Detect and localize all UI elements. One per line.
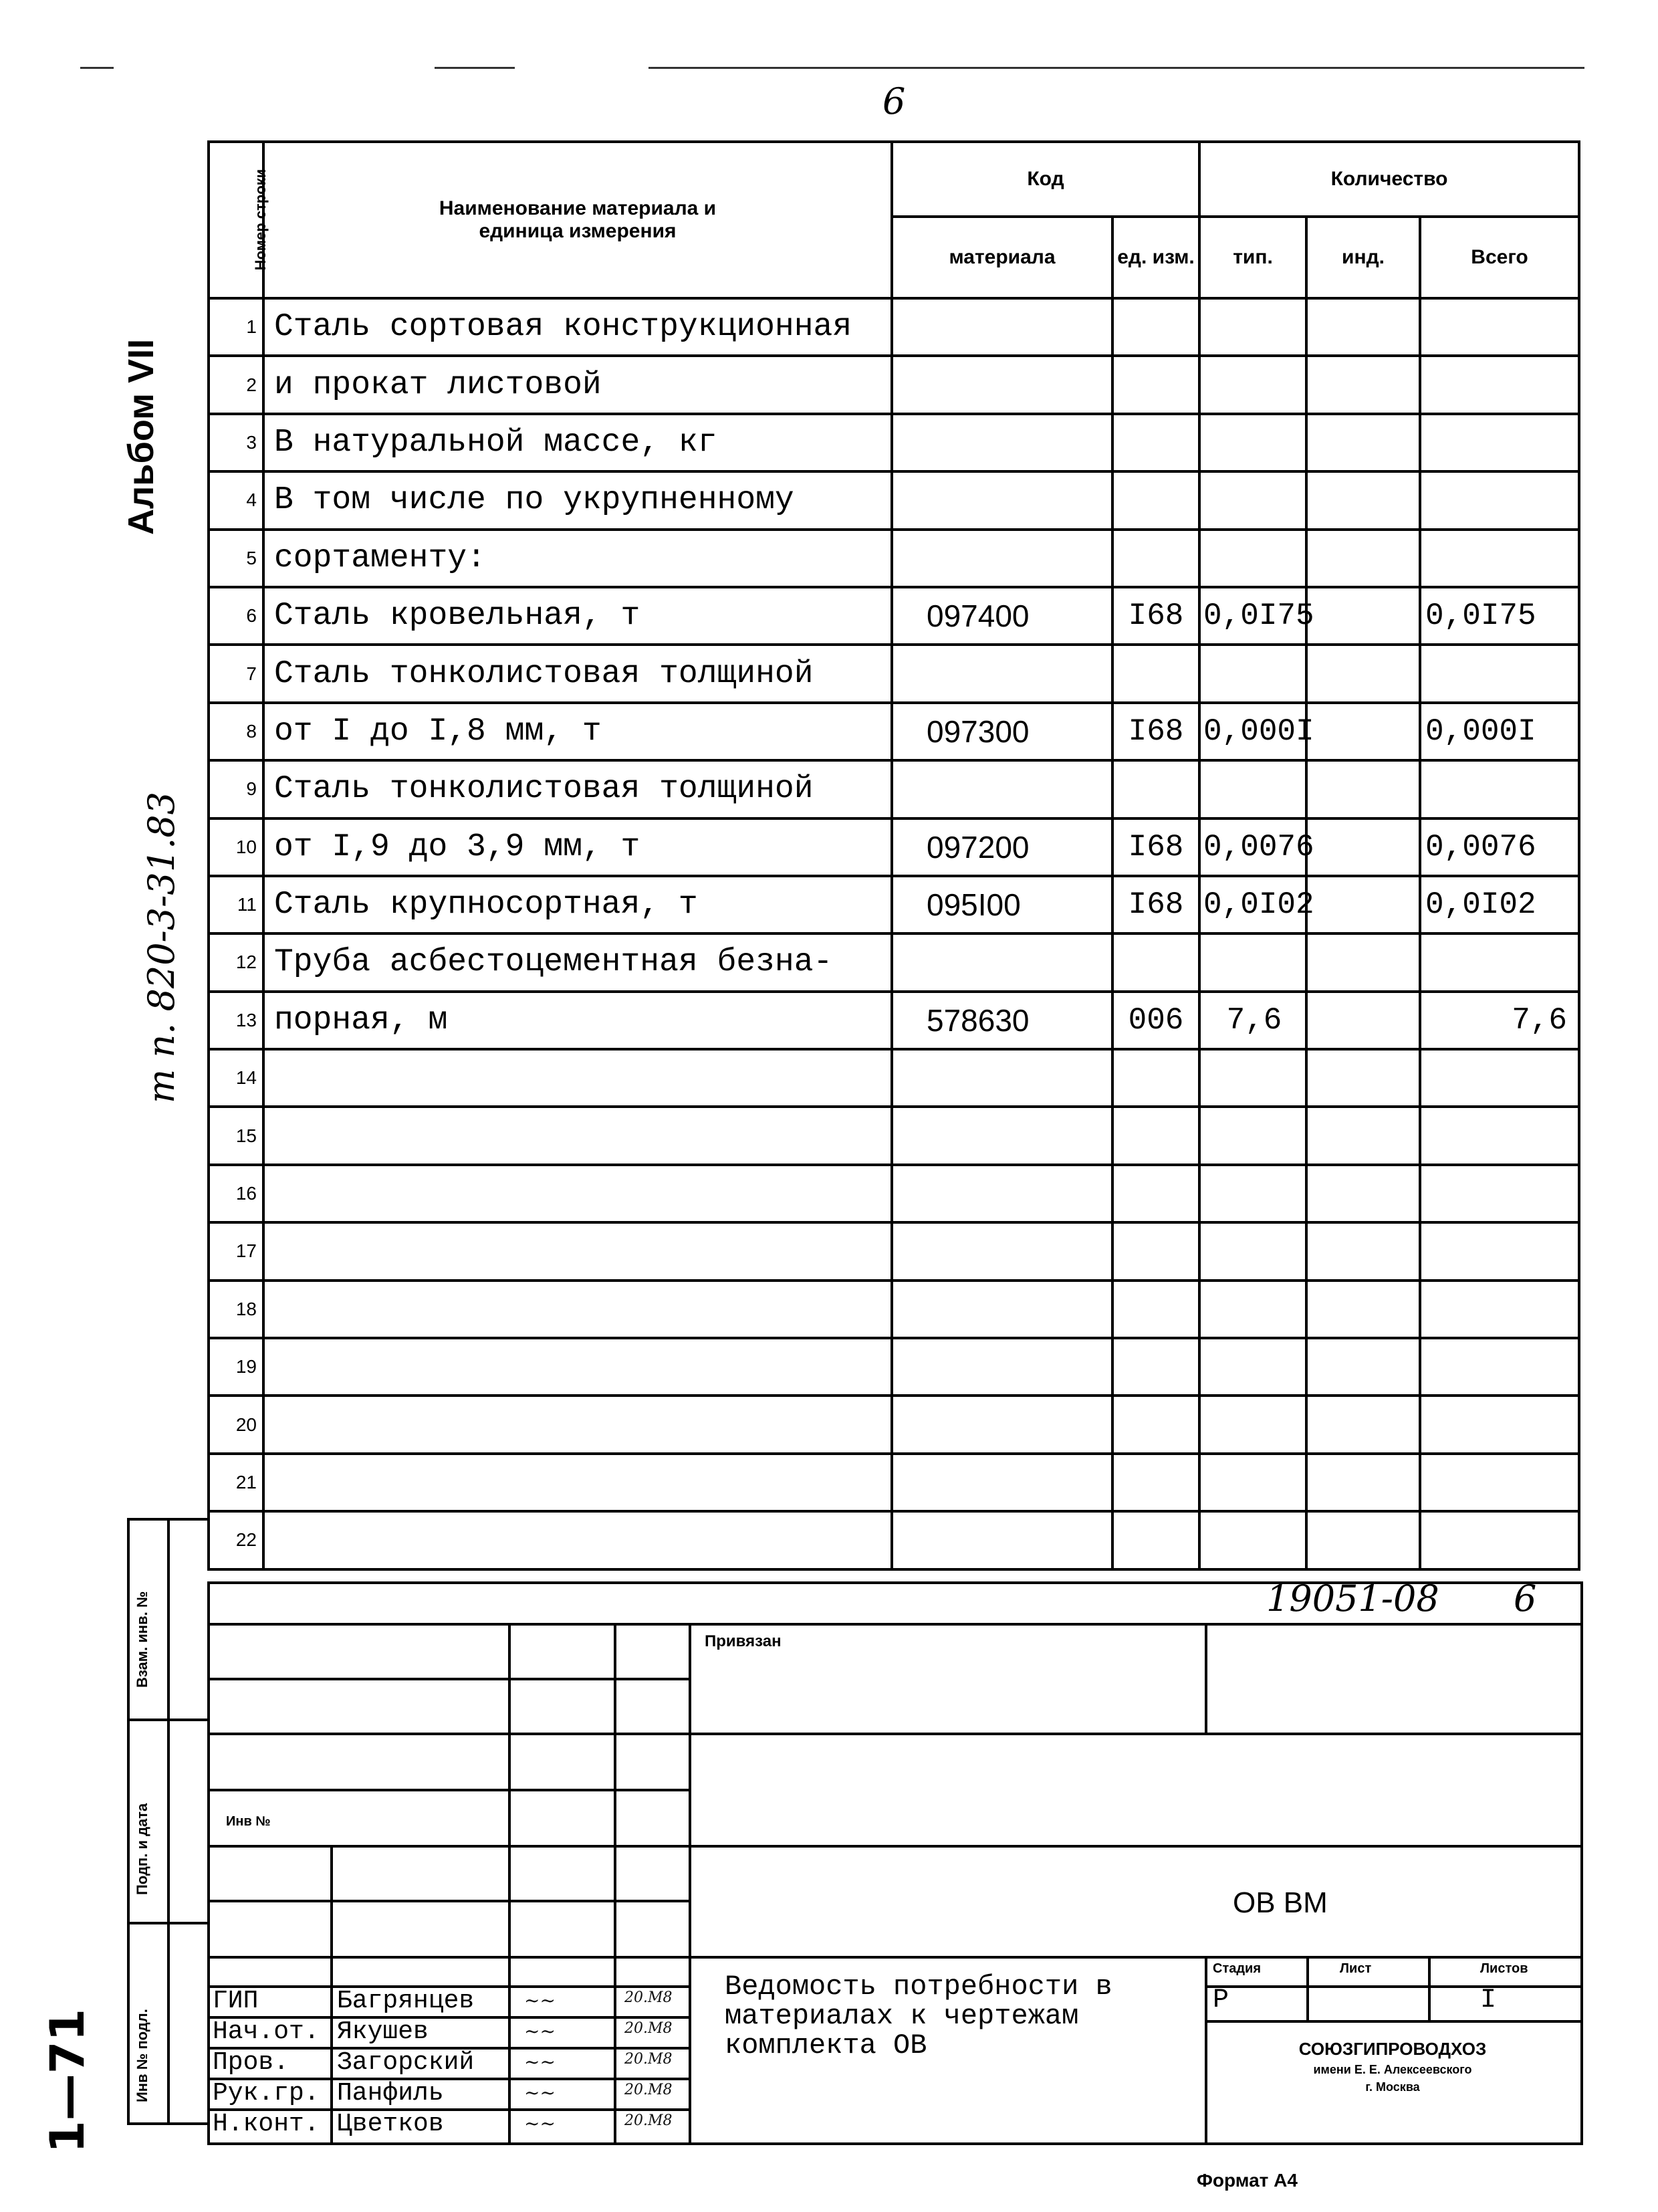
unit-code	[1112, 1454, 1199, 1511]
qty-total	[1420, 1338, 1579, 1396]
table-row	[209, 1281, 1579, 1338]
material-code: 578630	[892, 992, 1112, 1049]
qty-typ	[1199, 1396, 1306, 1453]
row-number: 16	[209, 1165, 263, 1222]
unit-code	[1112, 933, 1199, 991]
unit-code	[1112, 1107, 1199, 1164]
qty-ind	[1306, 471, 1420, 529]
material-name: Сталь тонколистовая толщиной	[263, 760, 892, 818]
page-number: 6	[882, 80, 906, 122]
unit-code	[1112, 645, 1199, 702]
row-number: 6	[209, 587, 263, 645]
qty-total	[1420, 530, 1579, 587]
table-row	[209, 1338, 1579, 1396]
doc-code: 19051-08	[1266, 1577, 1439, 1620]
material-code	[892, 933, 1112, 991]
title-block	[207, 1577, 1583, 2145]
qty-total	[1420, 1049, 1579, 1107]
header-code-unit: ед. изм.	[1112, 217, 1199, 298]
sheets-label: Листов	[1480, 1961, 1528, 1976]
material-name	[263, 1281, 892, 1338]
qty-total	[1420, 645, 1579, 702]
qty-total	[1420, 1511, 1579, 1569]
row-number: 22	[209, 1511, 263, 1569]
qty-ind	[1306, 1049, 1420, 1107]
qty-typ: 0,000I	[1199, 703, 1306, 760]
row-number: 8	[209, 703, 263, 760]
table-row	[209, 1396, 1579, 1453]
unit-code	[1112, 298, 1199, 356]
qty-total	[1420, 1165, 1579, 1222]
qty-ind	[1306, 1454, 1420, 1511]
qty-typ	[1199, 471, 1306, 529]
signature-mark: ~~	[524, 2020, 556, 2042]
table-row	[209, 1165, 1579, 1222]
unit-code	[1112, 760, 1199, 818]
table-row	[209, 587, 1579, 645]
signature-name: Загорский	[337, 2048, 475, 2077]
qty-ind	[1306, 414, 1420, 471]
material-code: 097400	[892, 587, 1112, 645]
row-number: 13	[209, 992, 263, 1049]
unit-code	[1112, 1049, 1199, 1107]
unit-code	[1112, 414, 1199, 471]
material-code	[892, 760, 1112, 818]
sheet-number: 6	[1514, 1577, 1537, 1620]
qty-total	[1420, 760, 1579, 818]
qty-ind	[1306, 298, 1420, 356]
material-name: Труба асбестоцементная безна-	[263, 933, 892, 991]
top-rule-2	[435, 67, 515, 69]
qty-total: 0,0076	[1420, 818, 1579, 876]
signature-role: Пров.	[213, 2048, 289, 2077]
unit-code	[1112, 530, 1199, 587]
signature-date: 20.М8	[624, 2020, 673, 2037]
material-code	[892, 1396, 1112, 1453]
qty-ind	[1306, 1222, 1420, 1280]
material-name: В том числе по укрупненному	[263, 471, 892, 529]
row-number: 9	[209, 760, 263, 818]
row-number: 3	[209, 414, 263, 471]
signature-mark: ~~	[524, 2082, 556, 2104]
qty-total	[1420, 1107, 1579, 1164]
org-name: СОЮЗГИПРОВОДХОЗ	[1298, 2039, 1487, 2059]
qty-typ	[1199, 933, 1306, 991]
material-name: от I,9 до 3,9 мм, т	[263, 818, 892, 876]
material-name	[263, 1396, 892, 1453]
margin-mark: 1—71	[40, 2008, 95, 2153]
row-number: 21	[209, 1454, 263, 1511]
material-code	[892, 645, 1112, 702]
material-code	[892, 414, 1112, 471]
qty-typ	[1199, 1454, 1306, 1511]
signature-name: Панфиль	[337, 2079, 444, 2108]
material-name	[263, 1165, 892, 1222]
qty-ind	[1306, 1107, 1420, 1164]
signature-date: 20.М8	[624, 2112, 673, 2129]
header-qty-typ: тип.	[1199, 217, 1306, 298]
qty-typ	[1199, 1281, 1306, 1338]
row-number: 7	[209, 645, 263, 702]
material-code	[892, 1511, 1112, 1569]
qty-typ: 0,0I02	[1199, 876, 1306, 933]
material-name: от I до I,8 мм, т	[263, 703, 892, 760]
qty-ind	[1306, 1511, 1420, 1569]
qty-ind	[1306, 818, 1420, 876]
qty-typ	[1199, 1222, 1306, 1280]
qty-total	[1420, 414, 1579, 471]
table-row	[209, 530, 1579, 587]
material-name	[263, 1222, 892, 1280]
side-stamp	[127, 1518, 210, 2125]
material-code	[892, 471, 1112, 529]
table-row	[209, 1454, 1579, 1511]
material-name: В натуральной массе, кг	[263, 414, 892, 471]
signature-name: Цветков	[337, 2110, 444, 2138]
material-code	[892, 530, 1112, 587]
unit-code	[1112, 1338, 1199, 1396]
row-number: 2	[209, 356, 263, 413]
material-code	[892, 1222, 1112, 1280]
header-row-number: Номер строки	[209, 142, 263, 298]
table-row	[209, 298, 1579, 356]
sheets-value: I	[1480, 1985, 1497, 2015]
qty-ind	[1306, 587, 1420, 645]
material-code	[892, 1107, 1112, 1164]
material-code	[892, 1338, 1112, 1396]
table-row	[209, 876, 1579, 933]
side-vzam: Взам. инв. №	[134, 1591, 150, 1688]
qty-total: 0,000I	[1420, 703, 1579, 760]
signature-role: ГИП	[213, 1987, 259, 2015]
material-code: 095I00	[892, 876, 1112, 933]
row-number: 10	[209, 818, 263, 876]
material-name: и прокат листовой	[263, 356, 892, 413]
header-code-material: материала	[892, 217, 1112, 298]
row-number: 18	[209, 1281, 263, 1338]
table-row	[209, 645, 1579, 702]
qty-total	[1420, 471, 1579, 529]
qty-typ: 0,0I75	[1199, 587, 1306, 645]
qty-ind	[1306, 645, 1420, 702]
unit-code: I68	[1112, 818, 1199, 876]
top-rule-3	[648, 67, 1584, 69]
album-label: Альбом VII	[121, 338, 161, 535]
qty-typ	[1199, 1511, 1306, 1569]
set-code: ОВ ВМ	[1233, 1886, 1328, 1919]
format-label: Формат А4	[1197, 2170, 1298, 2191]
row-number: 17	[209, 1222, 263, 1280]
qty-ind	[1306, 703, 1420, 760]
material-name: сортаменту:	[263, 530, 892, 587]
unit-code	[1112, 1396, 1199, 1453]
side-podp: Подп. и дата	[134, 1803, 150, 1895]
table-row	[209, 1107, 1579, 1164]
signature-name: Багрянцев	[337, 1987, 475, 2015]
top-rule-1	[80, 67, 114, 69]
material-name	[263, 1107, 892, 1164]
unit-code	[1112, 471, 1199, 529]
row-number: 14	[209, 1049, 263, 1107]
qty-typ	[1199, 645, 1306, 702]
material-name	[263, 1511, 892, 1569]
signature-role: Н.конт.	[213, 2110, 320, 2138]
materials-table	[207, 140, 1580, 1571]
row-number: 20	[209, 1396, 263, 1453]
org-line-3: г. Москва	[1365, 2080, 1420, 2094]
qty-ind	[1306, 992, 1420, 1049]
unit-code: I68	[1112, 587, 1199, 645]
qty-ind	[1306, 933, 1420, 991]
tp-label: т п. 820-3-31.83	[140, 792, 183, 1103]
material-code	[892, 1281, 1112, 1338]
qty-total: 0,0I02	[1420, 876, 1579, 933]
signature-date: 20.М8	[624, 2082, 673, 2098]
qty-typ	[1199, 298, 1306, 356]
unit-code: 006	[1112, 992, 1199, 1049]
sheet-label: Лист	[1340, 1961, 1372, 1976]
material-code	[892, 1049, 1112, 1107]
signature-name: Якушев	[337, 2017, 429, 2046]
qty-typ	[1199, 356, 1306, 413]
material-code	[892, 298, 1112, 356]
unit-code: I68	[1112, 876, 1199, 933]
material-code	[892, 356, 1112, 413]
signature-mark: ~~	[524, 2051, 556, 2073]
unit-code	[1112, 1165, 1199, 1222]
material-name: Сталь тонколистовая толщиной	[263, 645, 892, 702]
qty-typ	[1199, 1049, 1306, 1107]
table-row	[209, 760, 1579, 818]
material-name	[263, 1454, 892, 1511]
table-row	[209, 703, 1579, 760]
row-number: 1	[209, 298, 263, 356]
qty-total: 7,6	[1420, 992, 1579, 1049]
qty-total	[1420, 298, 1579, 356]
qty-total	[1420, 933, 1579, 991]
stage-value: Р	[1213, 1985, 1229, 2015]
side-inv: Инв № подл.	[134, 2009, 150, 2102]
qty-ind	[1306, 1281, 1420, 1338]
qty-ind	[1306, 1338, 1420, 1396]
stage-label: Стадия	[1213, 1961, 1262, 1976]
qty-ind	[1306, 876, 1420, 933]
material-code	[892, 1165, 1112, 1222]
signature-date: 20.М8	[624, 1989, 673, 2006]
qty-total	[1420, 1396, 1579, 1453]
qty-ind	[1306, 760, 1420, 818]
qty-typ	[1199, 1165, 1306, 1222]
unit-code	[1112, 1281, 1199, 1338]
unit-code: I68	[1112, 703, 1199, 760]
table-row	[209, 992, 1579, 1049]
signature-role: Рук.гр.	[213, 2079, 320, 2108]
row-number: 11	[209, 876, 263, 933]
table-row	[209, 471, 1579, 529]
signature-mark: ~~	[524, 2112, 556, 2134]
qty-typ	[1199, 414, 1306, 471]
unit-code	[1112, 356, 1199, 413]
unit-code	[1112, 1511, 1199, 1569]
qty-total	[1420, 1281, 1579, 1338]
material-name: Сталь крупносортная, т	[263, 876, 892, 933]
qty-typ	[1199, 1338, 1306, 1396]
table-row	[209, 818, 1579, 876]
header-qty-total: Всего	[1420, 217, 1579, 298]
material-name: Сталь сортовая конструкционная	[263, 298, 892, 356]
signature-date: 20.М8	[624, 2051, 673, 2068]
material-name: порная, м	[263, 992, 892, 1049]
table-row	[209, 1049, 1579, 1107]
privyazan-label: Привязан	[705, 1632, 782, 1650]
qty-typ: 0,0076	[1199, 818, 1306, 876]
qty-typ: 7,6	[1199, 992, 1306, 1049]
row-number: 19	[209, 1338, 263, 1396]
table-row	[209, 1222, 1579, 1280]
material-name	[263, 1338, 892, 1396]
table-row	[209, 1511, 1579, 1569]
material-code	[892, 1454, 1112, 1511]
table-row	[209, 356, 1579, 413]
header-code: Код	[892, 142, 1199, 217]
qty-total	[1420, 356, 1579, 413]
material-name: Сталь кровельная, т	[263, 587, 892, 645]
qty-ind	[1306, 1396, 1420, 1453]
qty-ind	[1306, 530, 1420, 587]
qty-total	[1420, 1454, 1579, 1511]
table-row	[209, 414, 1579, 471]
qty-total	[1420, 1222, 1579, 1280]
signature-role: Нач.от.	[213, 2017, 320, 2046]
header-name: Наименование материала и единица измерения	[263, 142, 892, 298]
qty-typ	[1199, 1107, 1306, 1164]
header-quantity: Количество	[1199, 142, 1579, 217]
org-line-2: имени Е. Е. Алексеевского	[1313, 2063, 1472, 2076]
qty-ind	[1306, 1165, 1420, 1222]
qty-typ	[1199, 530, 1306, 587]
row-number: 15	[209, 1107, 263, 1164]
doc-title: Ведомость потребности в материалах к чертежам комплекта ОВ	[725, 1971, 1112, 2062]
material-code: 097200	[892, 818, 1112, 876]
row-number: 12	[209, 933, 263, 991]
material-name	[263, 1049, 892, 1107]
header-qty-ind: инд.	[1306, 217, 1420, 298]
row-number: 4	[209, 471, 263, 529]
signature-mark: ~~	[524, 1989, 556, 2011]
inv-no-label: Инв №	[226, 1814, 271, 1829]
material-code: 097300	[892, 703, 1112, 760]
row-number: 5	[209, 530, 263, 587]
qty-ind	[1306, 356, 1420, 413]
qty-typ	[1199, 760, 1306, 818]
qty-total: 0,0I75	[1420, 587, 1579, 645]
table-row	[209, 933, 1579, 991]
unit-code	[1112, 1222, 1199, 1280]
